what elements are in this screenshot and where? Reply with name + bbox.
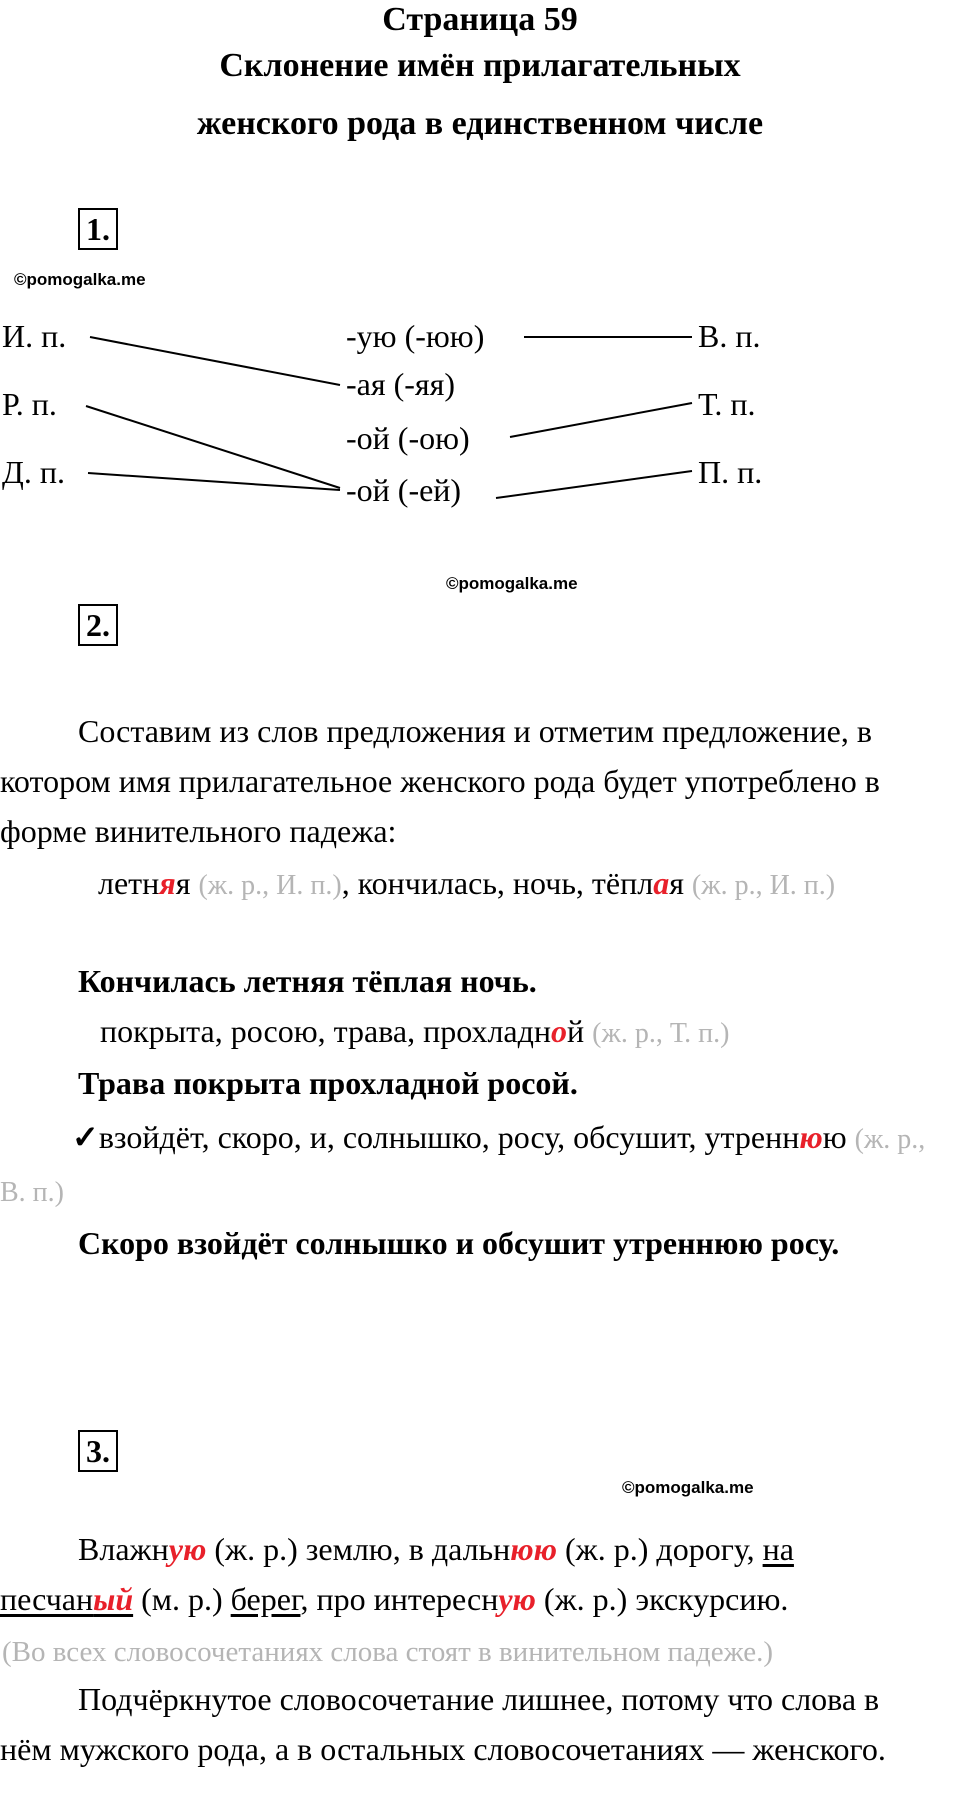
case-genitive: Р. п. bbox=[2, 386, 57, 422]
phrase-text: (ж. р.) экскурсию. bbox=[535, 1581, 789, 1617]
check-mark-icon: ✓ bbox=[72, 1119, 99, 1155]
matching-lines bbox=[0, 0, 960, 600]
word-ending: ый bbox=[93, 1581, 134, 1617]
word-tail: й bbox=[567, 1013, 585, 1049]
ending-uyu: -ую (-юю) bbox=[346, 318, 485, 354]
grammar-hint: (ж. р., И. п.) bbox=[198, 870, 342, 901]
watermark: ©pomogalka.me bbox=[446, 574, 578, 593]
case-prepositional: П. п. bbox=[698, 454, 763, 490]
word-ending: ю bbox=[799, 1119, 823, 1155]
word-tail: я bbox=[669, 865, 684, 901]
line-ey-prepositional bbox=[496, 471, 692, 498]
word-tail: ю bbox=[822, 1119, 847, 1155]
ending-aya: -ая (-яя) bbox=[346, 366, 455, 402]
word-ending: я bbox=[159, 865, 176, 901]
word-ending: а bbox=[653, 865, 670, 901]
word-tail: я bbox=[175, 865, 191, 901]
word-list: покрыта, росою, трава, прохладн bbox=[100, 1013, 552, 1049]
task2-set2 bbox=[0, 1006, 935, 1059]
word-ending: ую bbox=[168, 1531, 207, 1567]
grey-note: (Во всех словосочетаниях слова стоят в винительном падеже.) bbox=[2, 1636, 774, 1668]
word-list: взойдёт, скоро, и, солнышко, росу, обсушит, утренн bbox=[98, 1119, 800, 1155]
phrase-text: Влажн bbox=[78, 1531, 169, 1567]
answer-sentence-2: Трава покрыта прохладной росой. bbox=[78, 1065, 578, 1101]
word-ending: о bbox=[551, 1013, 568, 1049]
underlined-word: берег bbox=[230, 1581, 301, 1617]
ending-oy-ey: -ой (-ей) bbox=[346, 472, 462, 508]
grammar-hint: (ж. р., И. п.) bbox=[691, 870, 836, 901]
case-accusative: В. п. bbox=[698, 318, 761, 354]
watermark: ©pomogalka.me bbox=[622, 1478, 754, 1497]
task2-number: 2. bbox=[78, 604, 118, 646]
watermark: ©pomogalka.me bbox=[14, 270, 146, 289]
word-ending: ую bbox=[498, 1581, 536, 1617]
task2-intro: Составим из слов предложения и отметим предложение, в котором имя прилагательное женского рода будет употреблено в форме винительного падежа: bbox=[0, 713, 880, 849]
page-title-line2: женского рода в единственном числе bbox=[196, 105, 764, 142]
task2-set3 bbox=[0, 1112, 935, 1218]
answer-sentence-1: Кончилась летняя тёплая ночь. bbox=[78, 963, 537, 999]
case-dative: Д. п. bbox=[2, 454, 65, 490]
word-stem: летн bbox=[98, 865, 160, 901]
task3-conclusion: Подчёркнутое словосочетание лишнее, потому что слова в нём мужского рода, а в остальных словосочетаниях — женского. bbox=[0, 1681, 886, 1767]
grammar-hint: (ж. р., В. п.) bbox=[0, 1124, 926, 1208]
line-oyu-instrumental bbox=[510, 403, 692, 437]
line-nominative-aya bbox=[90, 337, 340, 385]
ending-oy-oyu: -ой (-ою) bbox=[346, 420, 470, 456]
answer-sentence-3: Скоро взойдёт солнышко и обсушит утреннюю росу. bbox=[78, 1225, 840, 1261]
word-ending: юю bbox=[510, 1531, 557, 1567]
task1-number: 1. bbox=[78, 208, 118, 250]
task3-number: 3. bbox=[78, 1430, 118, 1472]
case-instrumental: Т. п. bbox=[698, 386, 756, 422]
task2-set1 bbox=[0, 858, 935, 911]
phrase-text: (ж. р.) дорогу, bbox=[556, 1531, 763, 1567]
page-title-line1: Склонение имён прилагательных bbox=[219, 47, 741, 84]
page-number: Страница 59 bbox=[382, 1, 578, 38]
phrase-text: (ж. р.) землю, в дальн bbox=[206, 1531, 511, 1567]
word-list: , кончилась, ночь, тёпл bbox=[341, 865, 654, 901]
phrase-text: , про интересн bbox=[300, 1581, 499, 1617]
phrase-text: на песчан bbox=[0, 1531, 794, 1617]
case-nominative: И. п. bbox=[2, 318, 67, 354]
task3-phrases bbox=[0, 1524, 935, 1624]
phrase-text: (м. р.) bbox=[133, 1581, 231, 1617]
grammar-hint: (ж. р., Т. п.) bbox=[592, 1018, 730, 1049]
